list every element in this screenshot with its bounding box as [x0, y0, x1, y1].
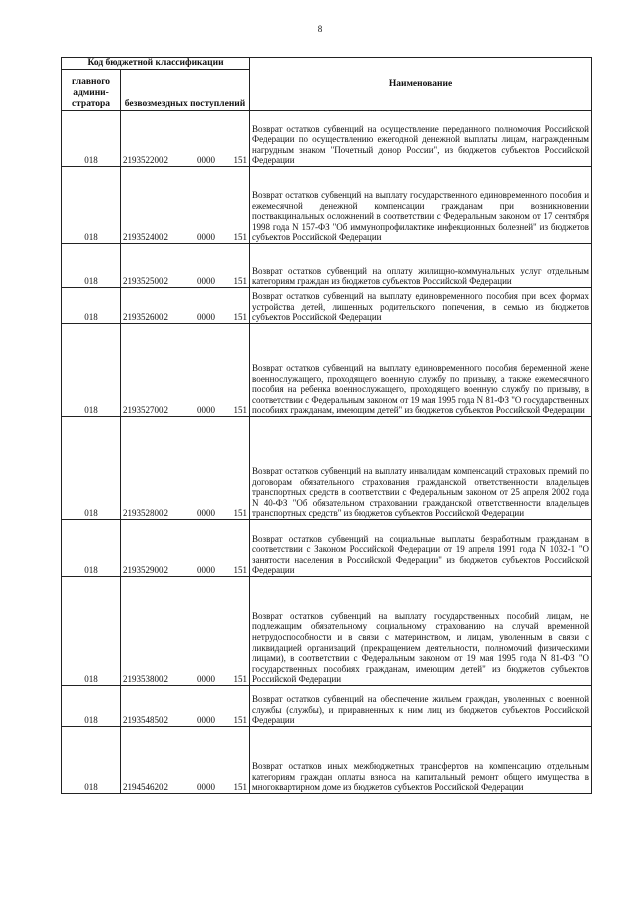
admin-code: 018 [62, 111, 121, 167]
code-kind: 151 [233, 155, 247, 166]
code-sub: 0000 [197, 312, 215, 323]
admin-code: 018 [62, 244, 121, 288]
admin-code: 018 [62, 520, 121, 577]
row-name: Возврат остатков субвенций на обеспечение жильем граждан, уволенных с военной службы (службы), и приравненных к ним лиц из бюджетов субъектов Российской Федерации [250, 686, 592, 727]
header-gratuitous-receipts: безвозмездных поступлений [121, 70, 250, 111]
receipt-code [121, 244, 250, 288]
row-name: Возврат остатков субвенций на социальные выплаты безработным гражданам в соответствии с Законом Российской Федерации от 19 апреля 1991 года N 1032-1 "О занятости населения в Российской Федерации" из бюджетов субъектов Российской Федерации [250, 520, 592, 577]
table-row [62, 244, 592, 288]
code-kind: 151 [233, 232, 247, 243]
table-row [62, 520, 592, 577]
code-kind: 151 [233, 782, 247, 793]
code-main: 2193538002 [123, 674, 168, 685]
code-sub: 0000 [197, 155, 215, 166]
row-name: Возврат остатков субвенций на оплату жилищно-коммунальных услуг отдельным категориям граждан из бюджетов субъектов Российской Федерации [250, 244, 592, 288]
code-main: 2193526002 [123, 312, 168, 323]
admin-code: 018 [62, 288, 121, 324]
code-kind: 151 [233, 565, 247, 576]
code-main: 2194546202 [123, 782, 168, 793]
admin-code: 018 [62, 727, 121, 794]
code-sub: 0000 [197, 674, 215, 685]
code-kind: 151 [233, 405, 247, 416]
admin-code: 018 [62, 686, 121, 727]
row-name: Возврат остатков субвенций на выплату единовременного пособия при всех формах устройства детей, лишенных родительского попечения, в семью из бюджетов субъектов Российской Федерации [250, 288, 592, 324]
table-row [62, 167, 592, 244]
receipt-code [121, 727, 250, 794]
receipt-code [121, 417, 250, 520]
table-row [62, 288, 592, 324]
receipt-code [121, 686, 250, 727]
code-main: 2193522002 [123, 155, 168, 166]
row-name: Возврат остатков иных межбюджетных трансфертов на компенсацию отдельным категориям граждан оплаты взноса на капитальный ремонт общего имущества в многоквартирном доме из бюджетов субъектов Российской Федерации [250, 727, 592, 794]
table-row [62, 417, 592, 520]
code-kind: 151 [233, 276, 247, 287]
code-main: 2193527002 [123, 405, 168, 416]
code-sub: 0000 [197, 232, 215, 243]
header-chief-administrator: главного админи-стратора [62, 70, 121, 111]
admin-code: 018 [62, 417, 121, 520]
code-sub: 0000 [197, 508, 215, 519]
table-row [62, 324, 592, 417]
code-kind: 151 [233, 508, 247, 519]
receipt-code [121, 577, 250, 686]
row-name: Возврат остатков субвенций на выплату единовременного пособия беременной жене военнослужащего, проходящего военную службу по призыву, а также ежемесячного пособия на ребенка военнослужащего, проходящего военную службу по призыву, в соответствии с Федеральным законом от 19 мая 1995 года N 81-ФЗ "О государственных пособиях гражданам, имеющим детей" из бюджетов субъектов Российской Федерации [250, 324, 592, 417]
header-budget-classification-code: Код бюджетной классификации [62, 58, 250, 70]
receipt-code [121, 520, 250, 577]
code-kind: 151 [233, 312, 247, 323]
table-row [62, 686, 592, 727]
code-main: 2193529002 [123, 565, 168, 576]
code-sub: 0000 [197, 782, 215, 793]
receipt-code [121, 167, 250, 244]
admin-code: 018 [62, 167, 121, 244]
code-main: 2193525002 [123, 276, 168, 287]
header-name: Наименование [250, 58, 592, 111]
receipt-code [121, 111, 250, 167]
code-kind: 151 [233, 674, 247, 685]
code-main: 2193524002 [123, 232, 168, 243]
row-name: Возврат остатков субвенций на осуществление переданного полномочия Российской Федерации по осуществлению ежегодной денежной выплаты лицам, награжденным нагрудным знаком "Почетный донор России", из бюджетов субъектов Российской Федерации [250, 111, 592, 167]
budget-classification-table [61, 57, 592, 794]
admin-code: 018 [62, 324, 121, 417]
row-name: Возврат остатков субвенций на выплату инвалидам компенсаций страховых премий по договорам обязательного страхования гражданской ответственности владельцев транспортных средств в соответствии с Федеральным законом от 25 апреля 2002 года N 40-ФЗ "Об обязательном страховании гражданской ответственности владельцев транспортных средств" из бюджетов субъектов Российской Федерации [250, 417, 592, 520]
code-sub: 0000 [197, 565, 215, 576]
code-sub: 0000 [197, 715, 215, 726]
receipt-code [121, 288, 250, 324]
admin-code: 018 [62, 577, 121, 686]
table-body [62, 111, 592, 794]
code-kind: 151 [233, 715, 247, 726]
code-sub: 0000 [197, 276, 215, 287]
code-main: 2193528002 [123, 508, 168, 519]
page-number: 8 [317, 24, 323, 34]
table-row [62, 577, 592, 686]
table-row [62, 727, 592, 794]
receipt-code [121, 324, 250, 417]
code-sub: 0000 [197, 405, 215, 416]
row-name: Возврат остатков субвенций на выплату государственного единовременного пособия и ежемесячной денежной компенсации гражданам при возникновении поствакцинальных осложнений в соответствии с Федеральным законом от 17 сентября 1998 года N 157-ФЗ "Об иммунопрофилактике инфекционных болезней" из бюджетов субъектов Российской Федерации [250, 167, 592, 244]
row-name: Возврат остатков субвенций на выплату государственных пособий лицам, не подлежащим обязательному социальному страхованию на случай временной нетрудоспособности и в связи с материнством, и лицам, уволенным в связи с ликвидацией организаций (прекращением деятельности, полномочий физическими лицами), в соответствии с Федеральным законом от 19 мая 1995 года N 81-ФЗ "О государственных пособиях гражданам, имеющим детей" из бюджетов субъектов Российской Федерации [250, 577, 592, 686]
table-row [62, 111, 592, 167]
code-main: 2193548502 [123, 715, 168, 726]
